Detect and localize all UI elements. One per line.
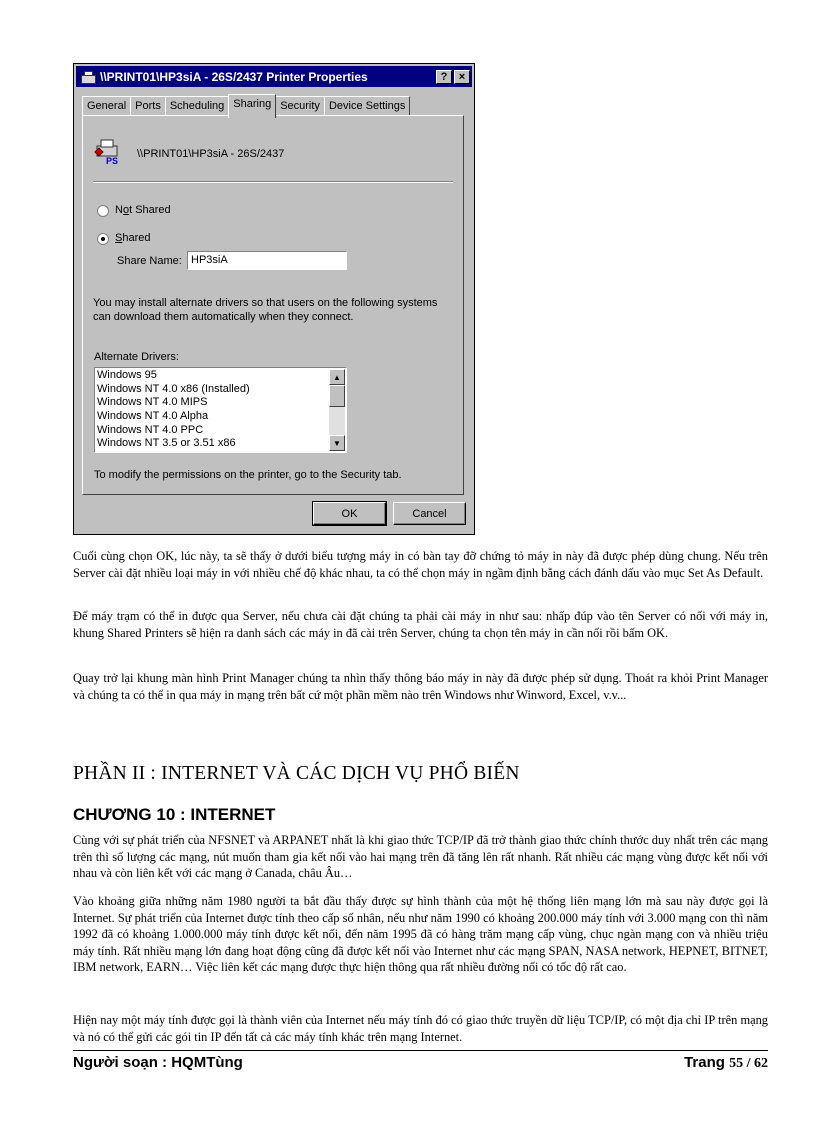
alternate-drivers-list[interactable] <box>94 367 347 453</box>
ps-printer-icon <box>93 136 123 166</box>
list-item[interactable]: Windows NT 3.5 or 3.51 x86 <box>97 437 236 450</box>
separator <box>93 181 453 183</box>
scroll-thumb[interactable] <box>329 385 345 407</box>
tab-device-settings[interactable]: Device Settings <box>324 96 410 117</box>
page-number: 55 / 62 <box>729 1056 768 1071</box>
paragraph-5: Vào khoảng giữa những năm 1980 người ta bắt đầu thấy được sự hình thành của một hệ thống liên mạng lớn mà sau này được gọi là Internet. Sự phát triển của Internet được tính theo cấp số nhân, nếu như năm 1990 có khoảng 200.000 máy tính với 3.000 mạng con thì năm 1992 đã có khoảng 1.000.000 máy tính được kết nối, đến năm 1995 đã có hàng trăm mạng cấp vùng, chục ngàn mạng con và nhiều triệu máy tính. Rất nhiều mạng lớn đang hoạt động cũng đã được kết nối vào Internet như các mạng SPAN, NASA network, HEPNET, BITNET, IBM network, EARN… Việc liên kết các mạng được thực hiện thông qua rất nhiều đường nối có tốc độ rất cao. <box>73 894 768 974</box>
part-heading: PHẦN II : INTERNET VÀ CÁC DỊCH VỤ PHỔ BIẾN <box>73 763 520 784</box>
list-item[interactable]: Windows NT 4.0 PPC <box>97 423 204 436</box>
tab-scheduling[interactable]: Scheduling <box>165 96 229 117</box>
alternate-drivers-label: Alternate Drivers: <box>94 351 179 363</box>
footer-author: Người soạn : HQMTùng <box>73 1054 243 1071</box>
shared-radio[interactable] <box>97 233 109 245</box>
list-item[interactable]: Windows NT 4.0 x86 (Installed) <box>97 382 250 395</box>
paragraph-4: Cùng với sự phát triển của NFSNET và ARPANET nhất là khi giao thức TCP/IP đã trở thành giao thức chính thước duy nhất trên các mạng trên thì số lượng các mạng, nút muốn tham gia kết nối vào hai mạng trên đã tăng lên rất nhanh. Rất nhiều các mạng vùng được kết nối với nhau và còn liên kết với các mạng ở Canada, châu Âu… <box>73 833 768 880</box>
help-button[interactable]: ? <box>436 70 452 84</box>
scroll-up-icon[interactable]: ▲ <box>329 369 345 385</box>
list-scrollbar[interactable] <box>329 369 345 451</box>
printer-icon <box>80 70 96 84</box>
info-text: You may install alternate drivers so that users on the following systems can download them automatically when they connect. <box>93 297 438 323</box>
share-name-input[interactable]: HP3siA <box>187 251 347 270</box>
cancel-button[interactable]: Cancel <box>393 502 466 525</box>
paragraph-1: Cuối cùng chọn OK, lúc này, ta sẽ thấy ở dưới biểu tượng máy in có bàn tay đỡ chứng tỏ máy in này đã được phép dùng chung. Nếu trên Server cài đặt nhiều loại máy in với nhiều chế độ khác nhau, ta có thể chọn máy in ngầm định bằng cách đánh dấu vào mục Set As Default. <box>73 549 768 580</box>
paragraph-3: Quay trở lại khung màn hình Print Manager chúng ta nhìn thấy thông báo máy in này đã được phép sử dụng. Thoát ra khỏi Print Manager và chúng ta có thể in qua máy in mạng trên bất cứ một phần mềm nào trên Windows như Winword, Excel, v.v... <box>73 671 768 702</box>
close-button[interactable]: × <box>454 70 470 84</box>
not-shared-radio[interactable] <box>97 205 109 217</box>
tab-sharing[interactable]: Sharing <box>228 94 276 118</box>
permissions-text: To modify the permissions on the printer, go to the Security tab. <box>94 469 402 481</box>
paragraph-2: Để máy trạm có thể in được qua Server, nếu chưa cài đặt chúng ta phải cài máy in như sau: nhấp đúp vào tên Server có nối với máy in, khung Shared Printers sẽ hiện ra danh sách các máy in đã cài trên Server, chúng ta chọn tên máy in cần nối rồi bấm OK. <box>73 609 768 640</box>
footer-page <box>684 1054 768 1072</box>
shared-label[interactable]: Shared <box>115 232 151 244</box>
scroll-down-icon[interactable]: ▼ <box>329 435 345 451</box>
paragraph-6: Hiện nay một máy tính được gọi là thành viên của Internet nếu máy tính đó có giao thức truyền dữ liệu TCP/IP, có một địa chỉ IP trên mạng và nó có thể gửi các gói tin IP đến tất cả các máy tính khác trên mạng Internet. <box>73 1013 768 1044</box>
tab-security[interactable]: Security <box>275 96 325 117</box>
ok-button[interactable]: OK <box>313 502 386 525</box>
printer-properties-dialog <box>73 63 475 535</box>
footer-rule <box>73 1050 768 1051</box>
tab-general[interactable]: General <box>82 96 131 117</box>
not-shared-label[interactable]: Not Shared <box>115 204 171 216</box>
printer-path: \\PRINT01\HP3siA - 26S/2437 <box>137 148 285 160</box>
list-item[interactable]: Windows NT 4.0 MIPS <box>97 396 208 409</box>
dialog-titlebar <box>76 66 472 87</box>
chapter-heading: CHƯƠNG 10 : INTERNET <box>73 805 276 824</box>
share-name-label: Share Name: <box>117 255 182 267</box>
ps-badge: PS <box>106 156 119 166</box>
sharing-panel <box>82 115 464 495</box>
dialog-title: \\PRINT01\HP3siA - 26S/2437 Printer Properties <box>100 69 368 84</box>
tab-ports[interactable]: Ports <box>130 96 166 117</box>
page-label: Trang <box>684 1054 725 1071</box>
list-item[interactable]: Windows NT 4.0 Alpha <box>97 410 209 423</box>
list-item[interactable]: Windows 95 <box>97 369 157 381</box>
